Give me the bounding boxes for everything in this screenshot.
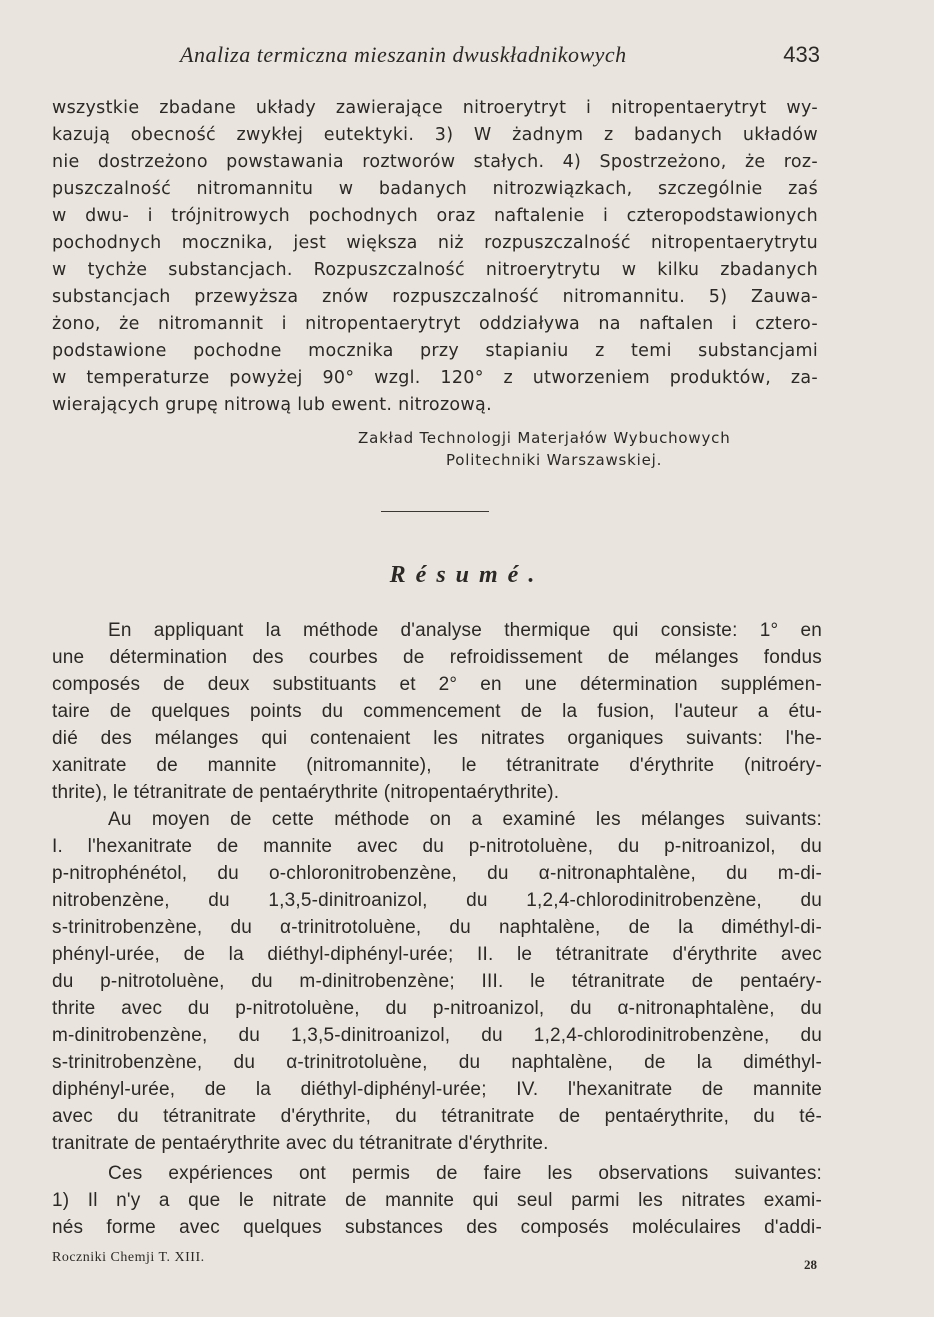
text-line: Au moyen de cette méthode on a examiné les mélanges suivants: [108, 809, 822, 830]
section-divider [381, 511, 489, 512]
text-line: thrite), le tétranitrate de pentaérythrite (nitropentaérythrite). [52, 782, 560, 803]
text-line: podstawione pochodne mocznika przy stapianiu z temi substancjami [52, 341, 818, 361]
text-line: composés de deux substituants et 2° en une détermination supplémen- [52, 674, 822, 695]
text-line: żono, że nitromannit i nitropentaerytryt oddziaływa na naftalen i cztero- [52, 314, 818, 334]
running-header [180, 42, 820, 72]
text-line: taire de quelques points du commencement de la fusion, l'auteur a étu- [52, 701, 822, 722]
text-line: nitrobenzène, du 1,3,5-dinitroanizol, du 1,2,4-chlorodinitrobenzène, du [52, 890, 822, 911]
text-line: puszczalność nitromannitu w badanych nitrozwiązkach, szczególnie zaś [52, 179, 818, 199]
text-line: nie dostrzeżono powstawania roztworów stałych. 4) Spostrzeżono, że roz- [52, 152, 818, 172]
text-line: kazują obecność zwykłej eutektyki. 3) W żadnym z badanych układów [52, 125, 818, 145]
text-line: tranitrate de pentaérythrite avec du tétranitrate d'érythrite. [52, 1133, 549, 1154]
text-line: phényl-urée, de la diéthyl-diphényl-urée; II. le tétranitrate d'érythrite avec [52, 944, 822, 965]
text-line: w tychże substancjach. Rozpuszczalność nitroerytrytu w kilku zbadanych [52, 260, 818, 280]
text-line: w temperaturze powyżej 90° wzgl. 120° z utworzeniem produktów, za- [52, 368, 818, 388]
affiliation-line: Politechniki Warszawskiej. [446, 451, 663, 469]
text-line: 1) Il n'y a que le nitrate de mannite qui seul parmi les nitrates exami- [52, 1190, 822, 1211]
text-line: p-nitrophénétol, du o-chloronitrobenzène, du α-nitronaphtalène, du m-di- [52, 863, 822, 884]
text-line: du p-nitrotoluène, du m-dinitrobenzène; III. le tétranitrate de pentaéry- [52, 971, 822, 992]
text-line: w dwu- i trójnitrowych pochodnych oraz naftalenie i czteropodstawionych [52, 206, 818, 226]
running-title: Analiza termiczna mieszanin dwuskładnikowych [180, 42, 627, 67]
text-line: avec du tétranitrate d'érythrite, du tétranitrate de pentaérythrite, du té- [52, 1106, 822, 1127]
signature-mark: 28 [804, 1257, 817, 1272]
text-line: une détermination des courbes de refroidissement de mélanges fondus [52, 647, 822, 668]
text-line: wszystkie zbadane układy zawierające nitroerytryt i nitropentaerytryt wy- [52, 98, 818, 118]
text-line: s-trinitrobenzène, du α-trinitrotoluène, du naphtalène, de la diméthyl-di- [52, 917, 822, 938]
text-line: nés forme avec quelques substances des composés moléculaires d'addi- [52, 1217, 822, 1238]
journal-footer: Roczniki Chemji T. XIII. [52, 1250, 205, 1265]
text-line: pochodnych mocznika, jest większa niż rozpuszczalność nitropentaerytrytu [52, 233, 818, 253]
text-line: substancjach przewyższa znów rozpuszczalność nitromannitu. 5) Zauwa- [52, 287, 818, 307]
text-line: I. l'hexanitrate de mannite avec du p-nitrotoluène, du p-nitroanizol, du [52, 836, 822, 857]
text-line: diphényl-urée, de la diéthyl-diphényl-urée; IV. l'hexanitrate de mannite [52, 1079, 822, 1100]
text-line: En appliquant la méthode d'analyse thermique qui consiste: 1° en [108, 620, 822, 641]
text-line: thrite avec du p-nitrotoluène, du p-nitroanizol, du α-nitronaphtalène, du [52, 998, 822, 1019]
resume-heading: Résumé. [389, 562, 545, 588]
text-line: wierających grupę nitrową lub ewent. nitrozową. [52, 395, 492, 415]
page-number: 433 [783, 42, 820, 67]
affiliation-line: Zakład Technologji Materjałów Wybuchowych [358, 429, 731, 447]
text-line: s-trinitrobenzène, du α-trinitrotoluène, du naphtalène, de la diméthyl- [52, 1052, 822, 1073]
text-line: xanitrate de mannite (nitromannite), le tétranitrate d'érythrite (nitroéry- [52, 755, 822, 776]
text-line: m-dinitrobenzène, du 1,3,5-dinitroanizol, du 1,2,4-chlorodinitrobenzène, du [52, 1025, 822, 1046]
text-line: dié des mélanges qui contenaient les nitrates organiques suivants: l'he- [52, 728, 822, 749]
text-line: Ces expériences ont permis de faire les observations suivantes: [108, 1163, 822, 1184]
